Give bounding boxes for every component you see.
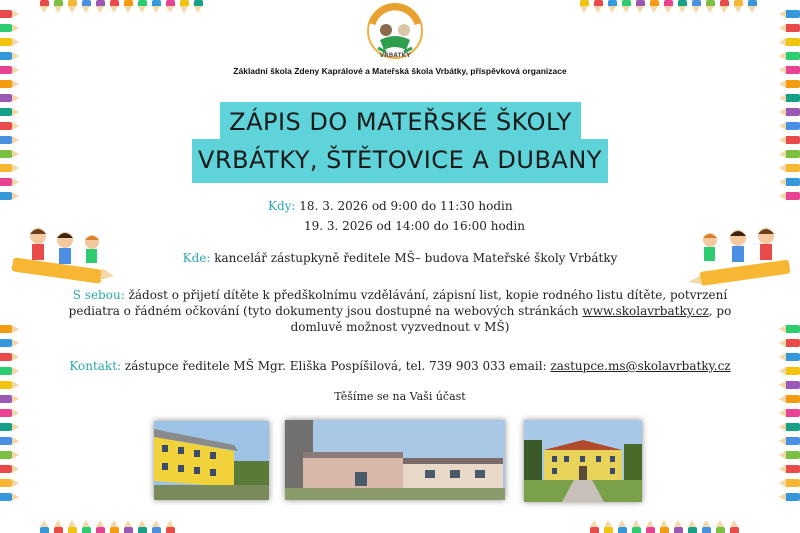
when-label: Kdy: [268, 199, 296, 213]
right-bottom-pencils [786, 325, 800, 507]
top-left-pencils [40, 0, 208, 6]
kindergarten-building-photo [285, 420, 505, 500]
where-block [0, 250, 800, 266]
school-building-yellow-photo [154, 421, 269, 500]
contact-label: Kontakt: [69, 359, 122, 373]
title-line-1: ZÁPIS DO MATEŘSKÉ ŠKOLY [220, 102, 581, 140]
when-block [268, 198, 608, 214]
when-date-1: 18. 3. 2026 od 9:00 do 11:30 hodin [299, 199, 513, 213]
bring-text-3: domluvě možnost vyzvednout v MŠ) [290, 320, 510, 334]
logo-bottom-text: VRBÁTKY [379, 52, 411, 59]
children-on-pencil-left-illustration [10, 224, 115, 286]
bring-text-1: žádost o přijetí dítěte k předškolnímu vzdělávání, zápisní list, kopie rodného listu dítěte, potvrzení [128, 288, 728, 302]
bring-label: S sebou: [72, 288, 125, 302]
school-website-link[interactable]: www.skolavrbatky.cz [582, 304, 709, 318]
left-top-pencils [0, 10, 12, 206]
left-bottom-pencils [0, 325, 12, 507]
contact-block [0, 358, 800, 374]
bottom-left-pencils [40, 527, 180, 533]
school-building-front-photo [524, 420, 642, 502]
school-logo [364, 2, 426, 62]
where-label: Kde: [182, 251, 211, 265]
contact-email-link[interactable]: zastupce.ms@skolavrbatky.cz [550, 359, 731, 373]
title-line-2: VRBÁTKY, ŠTĚTOVICE A DUBANY [192, 139, 608, 183]
bring-text-2: pediatra o řádném očkování (tyto dokumenty jsou dostupné na webových stránkách [68, 304, 579, 318]
right-top-pencils [786, 10, 800, 206]
children-on-pencil-right-illustration [688, 226, 793, 288]
closing-text: Těšíme se na Vaši účast [334, 390, 466, 403]
bring-block [0, 287, 800, 335]
where-text: kancelář zástupkyně ředitele MŠ– budova Mateřské školy Vrbátky [214, 251, 618, 265]
organization-name: Základní škola Zdeny Kaprálové a Mateřská škola Vrbátky, příspěvková organizace [233, 66, 567, 76]
when-date-2: 19. 3. 2026 od 14:00 do 16:00 hodin [304, 219, 525, 233]
bring-text-2-end: , po [708, 304, 732, 318]
top-right-pencils [580, 0, 762, 6]
bottom-right-pencils [590, 527, 744, 533]
contact-text: zástupce ředitele MŠ Mgr. Eliška Pospíšilová, tel. 739 903 033 email: [124, 359, 547, 373]
